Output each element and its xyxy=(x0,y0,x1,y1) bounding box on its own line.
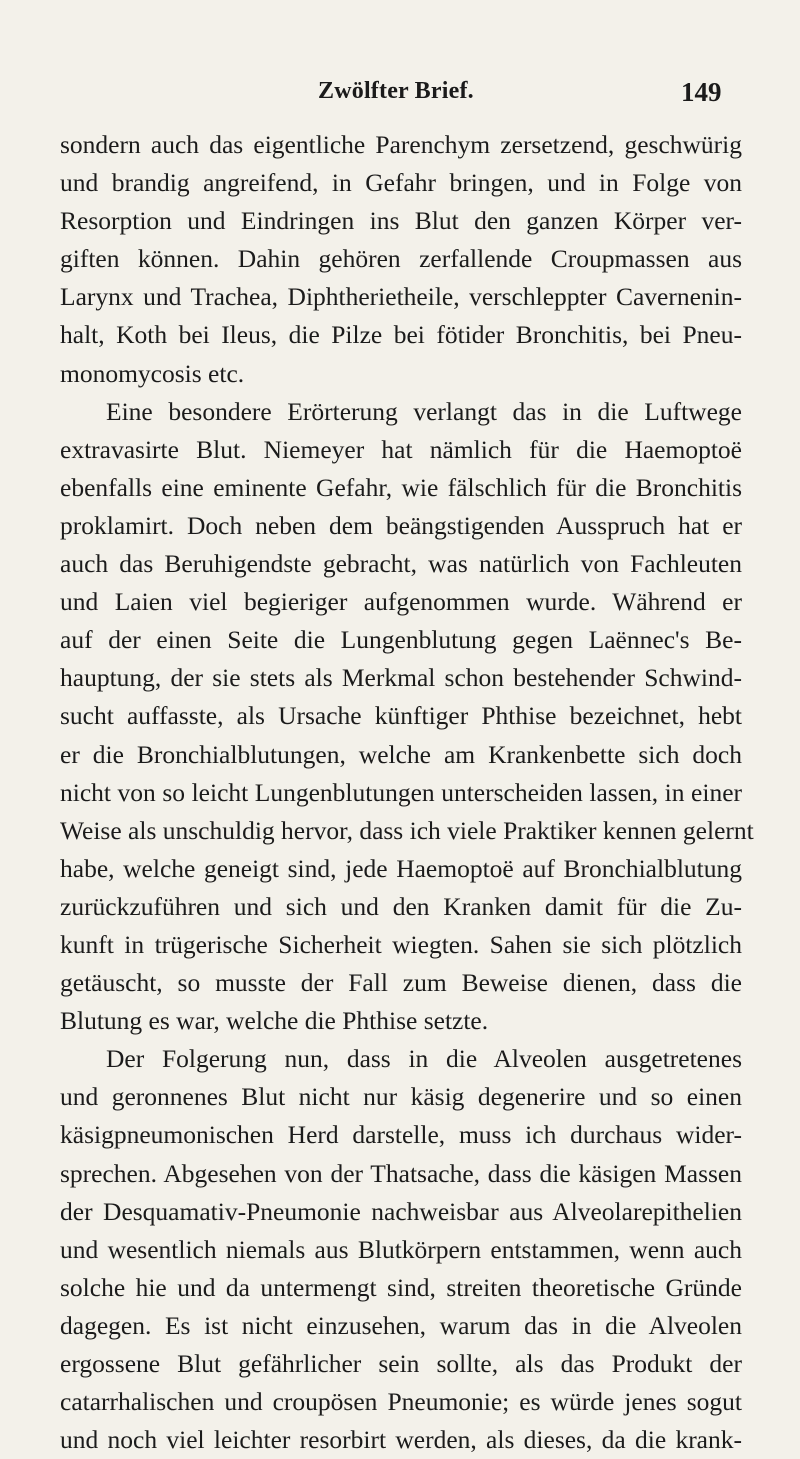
text-line: ebenfalls eine eminente Gefahr, wie fälschlich für die Bronchitis xyxy=(60,472,742,502)
text-line: dagegen. Es ist nicht einzusehen, warum das in die Alveolen xyxy=(60,1310,742,1340)
paragraph-start-line: Der Folgerung nun, dass in die Alveolen ausgetretenes xyxy=(106,1044,742,1074)
text-line: sucht auffasste, als Ursache künftiger Phthise bezeichnet, hebt xyxy=(60,701,742,731)
text-line: und noch viel leichter resorbirt werden, als dieses, da die krank- xyxy=(60,1425,742,1455)
text-line: halt, Koth bei Ileus, die Pilze bei fötider Bronchitis, bei Pneu- xyxy=(60,320,742,350)
running-head: Zwölfter Brief. xyxy=(318,78,474,104)
text-line: er die Bronchialblutungen, welche am Krankenbette sich doch xyxy=(60,739,742,769)
text-line: Weise als unschuldig hervor, dass ich viele Praktiker kennen gelernt xyxy=(60,815,754,845)
text-line: extravasirte Blut. Niemeyer hat nämlich für die Haemoptoë xyxy=(60,434,742,464)
text-line: zurückzuführen und sich und den Kranken damit für die Zu- xyxy=(60,891,742,921)
text-line: catarrhalischen und croupösen Pneumonie; es würde jenes sogut xyxy=(60,1387,742,1417)
text-line: solche hie und da untermengt sind, streiten theoretische Gründe xyxy=(60,1272,742,1302)
text-line: getäuscht, so musste der Fall zum Beweise dienen, dass die xyxy=(60,968,742,998)
text-line: sprechen. Abgesehen von der Thatsache, dass die käsigen Massen xyxy=(60,1158,742,1188)
text-line: monomycosis etc. xyxy=(60,358,245,388)
text-line: Blutung es war, welche die Phthise setzte. xyxy=(60,1006,489,1036)
page-header xyxy=(0,70,800,110)
paragraph-start-line: Eine besondere Erörterung verlangt das in die Luftwege xyxy=(106,396,742,426)
text-line: und wesentlich niemals aus Blutkörpern entstammen, wenn auch xyxy=(60,1234,742,1264)
text-line: und geronnenes Blut nicht nur käsig degenerire und so einen xyxy=(60,1082,742,1112)
text-line: ergossene Blut gefährlicher sein sollte, als das Produkt der xyxy=(60,1349,742,1378)
text-line: hauptung, der sie stets als Merkmal schon bestehender Schwind- xyxy=(60,663,742,693)
text-line: proklamirt. Doch neben dem beängstigenden Ausspruch hat er xyxy=(60,510,742,540)
text-line: auf der einen Seite die Lungenblutung gegen Laënnec's Be- xyxy=(60,625,742,655)
text-line: giften können. Dahin gehören zerfallende Croupmassen aus xyxy=(60,244,742,274)
text-line: der Desquamativ-Pneumonie nachweisbar aus Alveolarepithelien xyxy=(60,1196,742,1226)
text-line: Larynx und Trachea, Diphtherietheile, verschleppter Cavernenin- xyxy=(60,282,742,312)
text-line: käsigpneumonischen Herd darstelle, muss ich durchaus wider- xyxy=(60,1120,742,1150)
page-number: 149 xyxy=(681,77,722,107)
body-text xyxy=(60,126,754,1459)
text-line: und Laien viel begieriger aufgenommen wurde. Während er xyxy=(60,587,742,617)
text-line: nicht von so leicht Lungenblutungen unterscheiden lassen, in einer xyxy=(60,777,742,807)
text-line: Resorption und Eindringen ins Blut den ganzen Körper ver- xyxy=(60,206,742,236)
text-line: sondern auch das eigentliche Parenchym zersetzend, geschwürig xyxy=(60,130,742,159)
text-line: habe, welche geneigt sind, jede Haemoptoë auf Bronchialblutung xyxy=(60,853,742,883)
text-line: kunft in trügerische Sicherheit wiegten. Sahen sie sich plötzlich xyxy=(60,929,742,959)
text-line: auch das Beruhigendste gebracht, was natürlich von Fachleuten xyxy=(60,549,742,579)
text-line: und brandig angreifend, in Gefahr bringen, und in Folge von xyxy=(60,168,742,198)
